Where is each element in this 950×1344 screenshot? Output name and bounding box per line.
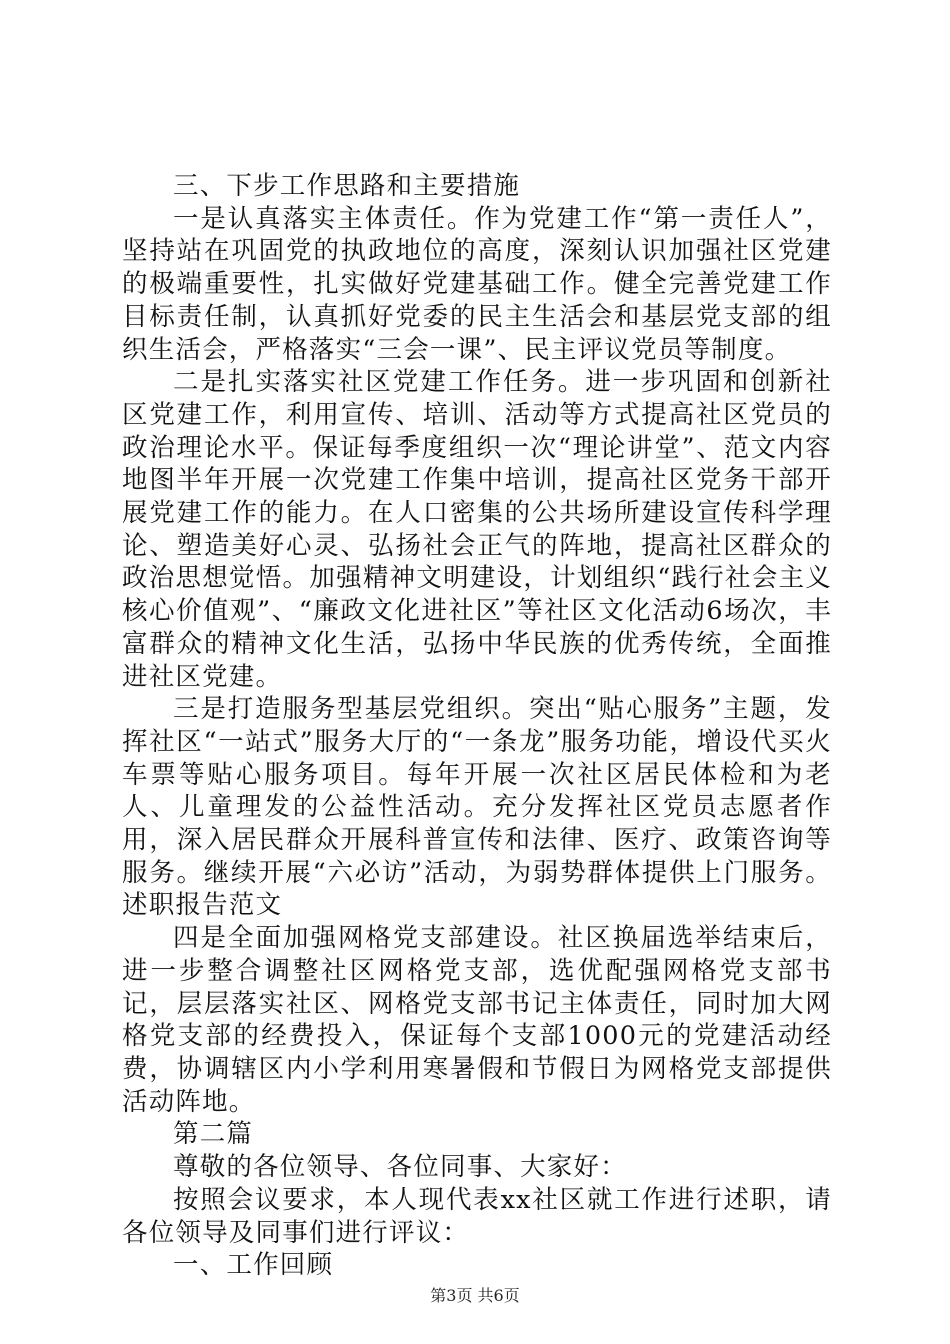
- paragraph-intro: 按照会议要求，本人现代表xx社区就工作进行述职，请各位领导及同事们进行评议：: [122, 1184, 832, 1248]
- paragraph-1: 一是认真落实主体责任。作为党建工作“第一责任人”，坚持站在巩固党的执政地位的高度，深刻认识加强社区党建的极端重要性，扎实做好党建基础工作。健全完善党建工作目标责任制，认真抓好党委的民主生活会和基层党支部的组织生活会，严格落实“三会一课”、民主评议党员等制度。: [122, 203, 832, 365]
- page-footer: 第3页 共6页: [430, 1286, 520, 1305]
- document-body: [122, 170, 832, 1282]
- paragraph-3: 三是打造服务型基层党组织。突出“贴心服务”主题，发挥社区“一站式”服务大厅的“一条龙”服务功能，增设代买火车票等贴心服务项目。每年开展一次社区居民体检和为老人、儿童理发的公益性活动。充分发挥社区党员志愿者作用，深入居民群众开展科普宣传和法律、医疗、政策咨询等服务。继续开展“六必访”活动，为弱势群体提供上门服务。述职报告范文: [122, 694, 832, 921]
- section-heading-review: 一、工作回顾: [173, 1250, 334, 1281]
- salutation: 尊敬的各位领导、各位同事、大家好：: [173, 1152, 627, 1183]
- chapter-title: 第二篇: [173, 1119, 254, 1150]
- paragraph-4: 四是全面加强网格党支部建设。社区换届选举结束后，进一步整合调整社区网格党支部，选优配强网格党支部书记，层层落实社区、网格党支部书记主体责任，同时加大网格党支部的经费投入，保证每个支部1000元的党建活动经费，协调辖区内小学利用寒暑假和节假日为网格党支部提供活动阵地。: [122, 923, 832, 1117]
- paragraph-2: 二是扎实落实社区党建工作任务。进一步巩固和创新社区党建工作，利用宣传、培训、活动等方式提高社区党员的政治理论水平。保证每季度组织一次“理论讲堂”、范文内容地图半年开展一次党建工作集中培训，提高社区党务干部开展党建工作的能力。在人口密集的公共场所建设宣传科学理论、塑造美好心灵、弘扬社会正气的阵地，提高社区群众的政治思想觉悟。加强精神文明建设，计划组织“践行社会主义核心价值观”、“廉政文化进社区”等社区文化活动6场次，丰富群众的精神文化生活，弘扬中华民族的优秀传统，全面推进社区党建。: [122, 367, 832, 692]
- section-heading: 三、下步工作思路和主要措施: [173, 171, 521, 201]
